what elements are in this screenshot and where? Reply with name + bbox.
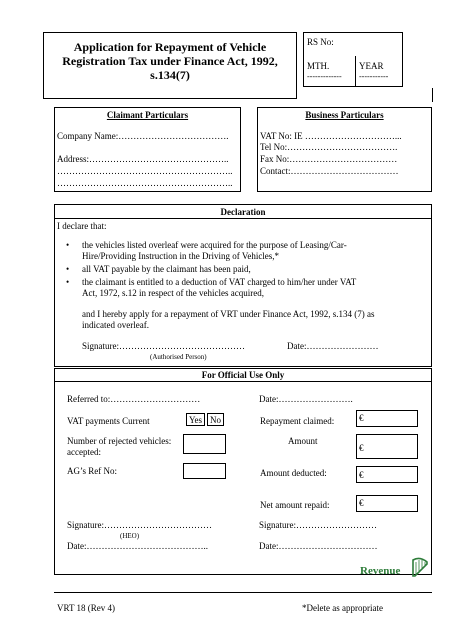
- signature-field[interactable]: Signature:……………………………………: [82, 341, 245, 351]
- form-reference: VRT 18 (Rev 4): [57, 603, 116, 613]
- form-title-line2: Registration Tax under Finance Act, 1992,: [62, 54, 278, 68]
- official-heading: For Official Use Only: [201, 370, 285, 380]
- authorised-person-note: (Authorised Person): [150, 353, 207, 361]
- harp-frame: [413, 558, 427, 576]
- euro-symbol: €: [359, 498, 364, 508]
- bullet-line: • the claimant is entitled to a deduction of VAT charged to him/her under VAT: [82, 277, 357, 287]
- official-date-left[interactable]: Date:…………………………………..: [67, 541, 208, 551]
- rs-no-label: RS No:: [307, 37, 334, 47]
- apply-text-line1: and I hereby apply for a repayment of VRT under Finance Act, 1992, s.134 (7) as: [82, 309, 375, 319]
- declaration-date-field[interactable]: Date:……………………: [287, 341, 379, 351]
- yes-label: Yes: [188, 415, 203, 425]
- bullet-line: Hire/Providing Instruction in the Driving of Vehicles,*: [82, 251, 280, 261]
- rejected-vehicles-label-line1: Number of rejected vehicles:: [67, 436, 172, 446]
- company-name-field[interactable]: Company Name:……………………………….: [57, 131, 229, 141]
- address-line3[interactable]: …………………………………………………..: [57, 178, 233, 188]
- form-title-line1: Application for Repayment of Vehicle: [73, 40, 267, 54]
- net-amount-repaid-label: Net amount repaid:: [260, 500, 330, 510]
- rejected-vehicles-label-line2: accepted:: [67, 447, 101, 457]
- delete-note: *Delete as appropriate: [302, 603, 383, 613]
- i-declare-text: I declare that:: [57, 221, 107, 231]
- euro-symbol: €: [359, 470, 364, 480]
- amount-label: Amount: [288, 436, 318, 446]
- bullet-line: • all VAT payable by the claimant has been paid,: [82, 264, 251, 274]
- mth-label: MTH.: [307, 61, 330, 71]
- no-label: No: [210, 415, 221, 425]
- ag-ref-input[interactable]: [183, 463, 226, 479]
- tel-no-field[interactable]: Tel No:……………………………….: [260, 142, 398, 152]
- euro-symbol: €: [359, 443, 364, 453]
- amount-deducted-label: Amount deducted:: [260, 468, 327, 478]
- apply-text-line2: indicated overleaf.: [82, 320, 149, 330]
- repayment-claimed-input[interactable]: [356, 410, 418, 427]
- net-amount-input[interactable]: [356, 495, 418, 512]
- year-dashes: -----------: [359, 72, 389, 81]
- address-line2[interactable]: …………………………………………………..: [57, 166, 233, 176]
- bullet-item: [60, 277, 430, 299]
- bullet-item: [60, 240, 430, 262]
- bullet-item: [60, 264, 430, 275]
- declaration-list: [60, 240, 430, 301]
- heo-note: (HEO): [120, 532, 140, 540]
- vat-no-field[interactable]: VAT No: IE …………………………...: [260, 131, 402, 141]
- official-signature-right[interactable]: Signature:………………………: [259, 520, 377, 530]
- footer-divider: [54, 592, 432, 593]
- right-edge-mark: [432, 88, 433, 102]
- form-title-line3: s.134(7): [150, 68, 190, 82]
- repayment-claimed-label: Repayment claimed:: [260, 416, 335, 426]
- harp-icon: [410, 556, 430, 578]
- euro-symbol: €: [359, 413, 364, 423]
- year-label: YEAR: [359, 61, 384, 71]
- vat-payments-current-label: VAT payments Current: [67, 416, 150, 426]
- referred-to-field[interactable]: Referred to:…………………………: [67, 394, 201, 404]
- rejected-vehicles-input[interactable]: [183, 434, 226, 454]
- declaration-divider: [54, 218, 432, 219]
- declaration-heading: Declaration: [220, 207, 266, 217]
- official-date-top[interactable]: Date:…………………….: [259, 394, 353, 404]
- revenue-logo-text: Revenue: [360, 565, 401, 577]
- contact-field[interactable]: Contact:………………………………: [260, 166, 399, 176]
- fax-no-field[interactable]: Fax No:………………………………: [260, 154, 398, 164]
- bullet-line: • the vehicles listed overleaf were acquired for the purpose of Leasing/Car-: [82, 240, 347, 250]
- ag-ref-label: AG’s Ref No:: [67, 466, 117, 476]
- address-field[interactable]: Address:………………………………………..: [57, 154, 229, 164]
- mth-year-divider: [355, 56, 356, 87]
- mth-dashes: -------------: [307, 72, 342, 81]
- official-signature-left[interactable]: Signature:………………………………: [67, 520, 212, 530]
- amount-deducted-input[interactable]: [356, 466, 418, 483]
- business-heading: Business Particulars: [305, 110, 384, 120]
- bullet-line: Act, 1972, s.12 in respect of the vehicles acquired,: [82, 288, 264, 298]
- official-date-right[interactable]: Date:……………………………: [259, 541, 378, 551]
- official-divider: [54, 381, 432, 382]
- claimant-heading: Claimant Particulars: [106, 110, 189, 120]
- amount-input[interactable]: [356, 434, 418, 459]
